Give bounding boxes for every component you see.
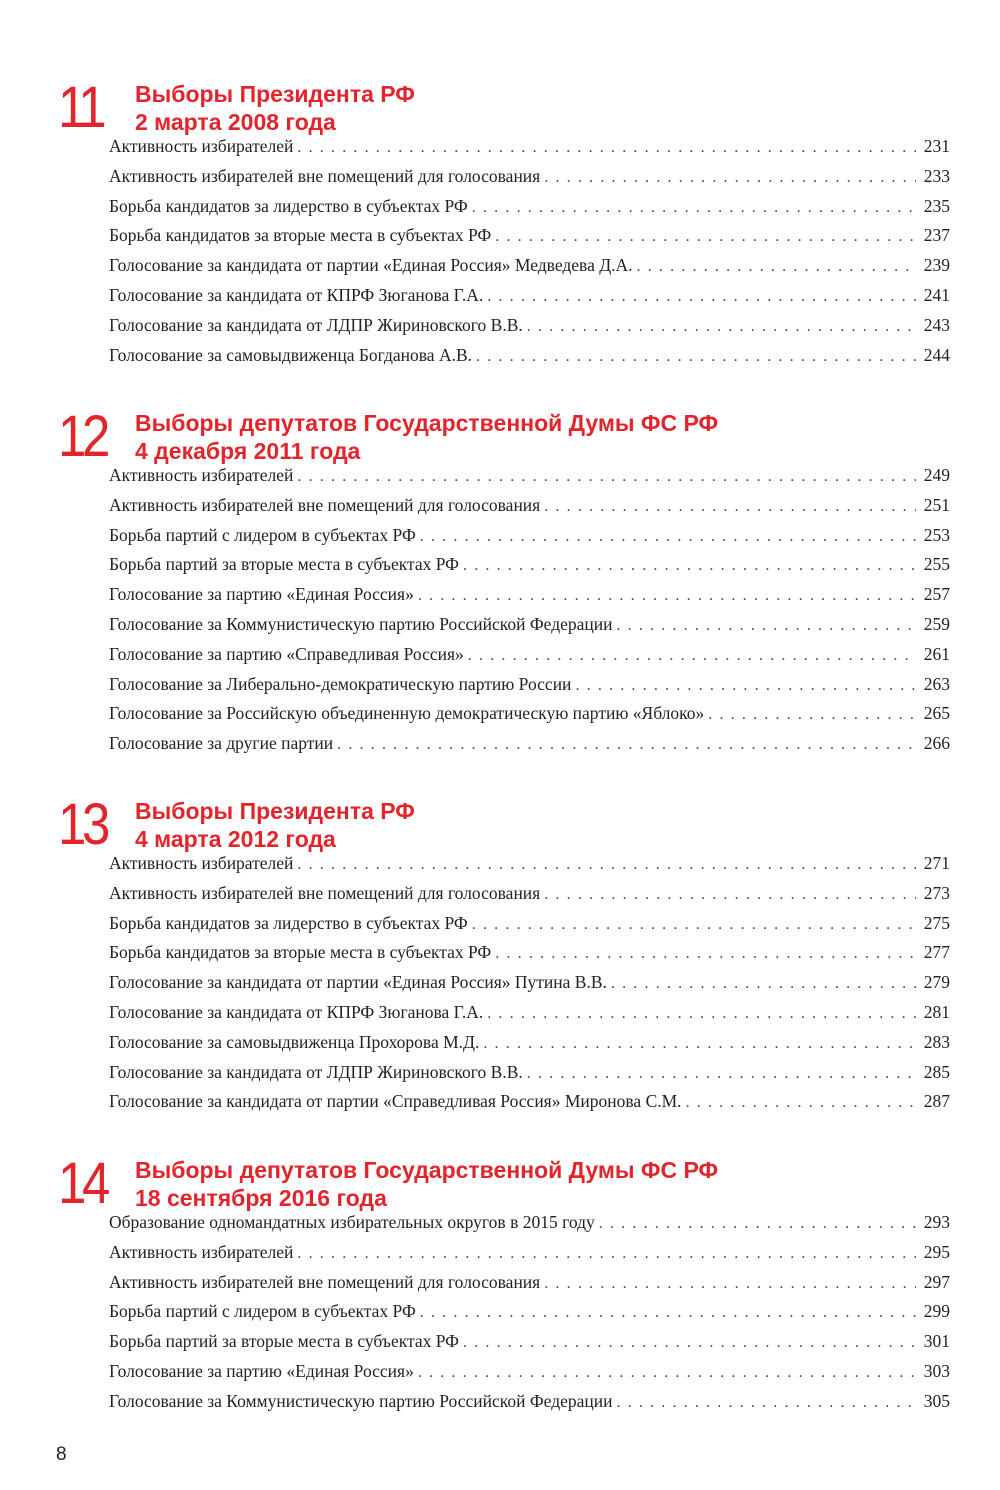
- toc-entry-label: Активность избирателей: [109, 853, 294, 873]
- toc-entry-label: Активность избирателей вне помещений для голосования: [109, 494, 541, 515]
- section-number: 14: [58, 1151, 106, 1216]
- toc-entry-label: Борьба партий за вторые места в субъектах РФ: [109, 554, 459, 575]
- toc-entry-page: 305: [923, 1390, 950, 1411]
- toc-entry-page: 303: [923, 1360, 950, 1381]
- toc-entry[interactable]: [109, 495, 950, 525]
- toc-entry[interactable]: [109, 1091, 950, 1121]
- section-date-line: 2 марта 2008 года: [135, 109, 336, 135]
- toc-entry-label: Голосование за кандидата от ЛДПР Жириновского В.В.: [109, 1061, 523, 1082]
- section-title: [135, 1156, 718, 1212]
- toc-entry-page: 293: [923, 1212, 950, 1232]
- toc-entry-label: Борьба партий с лидером в субъектах РФ: [109, 524, 416, 545]
- dot-leader: [297, 856, 916, 874]
- toc-entry[interactable]: [109, 136, 950, 166]
- dot-leader: [495, 945, 916, 963]
- toc-entry-label: Активность избирателей: [109, 1241, 294, 1262]
- section-title-line: Выборы Президента РФ: [135, 81, 415, 107]
- section-title: [135, 797, 415, 853]
- toc-entry-label: Голосование за самовыдвиженца Богданова А.В.: [109, 344, 473, 365]
- toc-entry[interactable]: [109, 465, 950, 495]
- section-date-line: 18 сентября 2016 года: [135, 1185, 387, 1211]
- toc-entry-label: Борьба партий с лидером в субъектах РФ: [109, 1301, 416, 1322]
- section-date-line: 4 декабря 2011 года: [135, 438, 361, 464]
- dot-leader: [472, 916, 916, 934]
- toc-entry[interactable]: [109, 1062, 950, 1092]
- toc-entry-label: Борьба кандидатов за лидерство в субъектах РФ: [109, 195, 468, 216]
- toc-section: [58, 1151, 950, 1421]
- toc-entry-label: Голосование за партию «Единая Россия»: [109, 584, 414, 605]
- dot-leader: [487, 1005, 916, 1023]
- toc-entry-label: Голосование за кандидата от партии «Единая Россия» Медведева Д.А.: [109, 255, 633, 276]
- toc-entry[interactable]: [109, 853, 950, 883]
- toc-entry-page: 281: [923, 1001, 950, 1022]
- toc-entry-page: 237: [923, 225, 950, 246]
- toc-entry-page: 299: [923, 1301, 950, 1322]
- dot-leader: [418, 1364, 916, 1382]
- toc-entry-page: 266: [923, 733, 950, 754]
- toc-entry-page: 244: [923, 344, 950, 365]
- toc-list: [109, 136, 950, 374]
- toc-entry-label: Активность избирателей вне помещений для голосования: [109, 1271, 541, 1292]
- toc-entry-label: Голосование за Российскую объединенную демократическую партию «Яблоко»: [109, 703, 705, 724]
- dot-leader: [297, 1245, 916, 1263]
- toc-entry-page: 301: [923, 1331, 950, 1352]
- dot-leader: [544, 498, 916, 516]
- toc-entry[interactable]: [109, 972, 950, 1002]
- toc-entry-page: 239: [923, 255, 950, 276]
- toc-entry-label: Голосование за кандидата от КПРФ Зюганова Г.А.: [109, 1001, 484, 1022]
- dot-leader: [337, 736, 916, 754]
- dot-leader: [527, 1065, 916, 1083]
- section-title: [135, 80, 415, 136]
- toc-entry-label: Голосование за кандидата от КПРФ Зюганова Г.А.: [109, 284, 484, 305]
- dot-leader: [599, 1215, 916, 1233]
- dot-leader: [544, 169, 916, 187]
- toc-entry-page: 231: [923, 136, 950, 156]
- toc-entry-label: Голосование за кандидата от партии «Справедливая Россия» Миронова С.М.: [109, 1091, 682, 1112]
- dot-leader: [468, 647, 916, 665]
- toc-entry[interactable]: [109, 614, 950, 644]
- dot-leader: [463, 1334, 916, 1352]
- toc-entry-page: 283: [923, 1031, 950, 1052]
- toc-entry-label: Активность избирателей вне помещений для голосования: [109, 165, 541, 186]
- dot-leader: [476, 348, 916, 366]
- toc-entry[interactable]: [109, 1301, 950, 1331]
- toc-entry-page: 251: [923, 494, 950, 515]
- dot-leader: [611, 975, 916, 993]
- toc-entry[interactable]: [109, 1212, 950, 1242]
- toc-entry[interactable]: [109, 913, 950, 943]
- toc-entry-label: Голосование за Коммунистическую партию Российской Федерации: [109, 1390, 613, 1411]
- dot-leader: [487, 288, 916, 306]
- toc-entry[interactable]: [109, 1331, 950, 1361]
- dot-leader: [544, 1275, 916, 1293]
- toc-entry[interactable]: [109, 1361, 950, 1391]
- toc-entry[interactable]: [109, 1032, 950, 1062]
- toc-entry-label: Активность избирателей: [109, 136, 294, 156]
- dot-leader: [708, 706, 916, 724]
- toc-entry-label: Голосование за другие партии: [109, 733, 334, 754]
- toc-entry-label: Борьба кандидатов за лидерство в субъектах РФ: [109, 912, 468, 933]
- toc-entry[interactable]: [109, 674, 950, 704]
- section-title: [135, 409, 718, 465]
- page-number: 8: [56, 1444, 67, 1465]
- toc-entry-label: Борьба партий за вторые места в субъектах РФ: [109, 1331, 459, 1352]
- toc-list: [109, 1212, 950, 1421]
- dot-leader: [418, 587, 916, 605]
- toc-entry[interactable]: [109, 644, 950, 674]
- dot-leader: [420, 1304, 916, 1322]
- toc-entry-label: Борьба кандидатов за вторые места в субъектах РФ: [109, 225, 492, 246]
- toc-entry[interactable]: [109, 1242, 950, 1272]
- dot-leader: [575, 677, 916, 695]
- toc-entry-page: 261: [923, 643, 950, 664]
- toc-entry-label: Образование одномандатных избирательных округов в 2015 году: [109, 1212, 595, 1232]
- toc-entry[interactable]: [109, 584, 950, 614]
- toc-entry-page: 287: [923, 1091, 950, 1112]
- toc-entry-label: Голосование за кандидата от партии «Единая Россия» Путина В.В.: [109, 972, 607, 993]
- dot-leader: [617, 617, 917, 635]
- toc-entry[interactable]: [109, 1391, 950, 1421]
- dot-leader: [637, 258, 916, 276]
- toc-entry[interactable]: [109, 255, 950, 285]
- toc-entry-page: 279: [923, 972, 950, 993]
- section-number: 12: [58, 404, 106, 469]
- toc-entry-page: 255: [923, 554, 950, 575]
- toc-entry-page: 249: [923, 465, 950, 485]
- toc-entry-label: Голосование за Коммунистическую партию Российской Федерации: [109, 613, 613, 634]
- toc-entry-label: Активность избирателей: [109, 465, 294, 485]
- toc-entry-page: 253: [923, 524, 950, 545]
- toc-entry[interactable]: [109, 733, 950, 763]
- dot-leader: [297, 468, 916, 486]
- toc-entry-page: 273: [923, 882, 950, 903]
- toc-entry[interactable]: [109, 1272, 950, 1302]
- section-date-line: 4 марта 2012 года: [135, 826, 336, 852]
- section-title-line: Выборы депутатов Государственной Думы ФС РФ: [135, 1157, 719, 1183]
- dot-leader: [617, 1394, 917, 1412]
- toc-entry[interactable]: [109, 225, 950, 255]
- toc-entry[interactable]: [109, 345, 950, 375]
- toc-entry-page: 265: [923, 703, 950, 724]
- toc-entry-page: 243: [923, 314, 950, 335]
- toc-entry[interactable]: [109, 525, 950, 555]
- toc-section: [58, 792, 950, 1121]
- toc-entry-label: Борьба кандидатов за вторые места в субъектах РФ: [109, 942, 492, 963]
- toc-entry-label: Активность избирателей вне помещений для голосования: [109, 882, 541, 903]
- toc-entry[interactable]: [109, 1002, 950, 1032]
- toc-entry[interactable]: [109, 942, 950, 972]
- toc-entry-page: 257: [923, 584, 950, 605]
- section-number: 13: [58, 792, 106, 857]
- dot-leader: [297, 139, 916, 157]
- toc-entry-page: 275: [923, 912, 950, 933]
- toc-entry-page: 277: [923, 942, 950, 963]
- toc-entry[interactable]: [109, 196, 950, 226]
- toc-entry[interactable]: [109, 883, 950, 913]
- toc-entry[interactable]: [109, 315, 950, 345]
- toc-entry[interactable]: [109, 166, 950, 196]
- dot-leader: [527, 318, 916, 336]
- dot-leader: [686, 1094, 916, 1112]
- section-title-line: Выборы депутатов Государственной Думы ФС РФ: [135, 410, 719, 436]
- toc-section: [58, 404, 950, 763]
- dot-leader: [463, 557, 916, 575]
- toc-entry-page: 295: [923, 1241, 950, 1262]
- toc-entry-page: 285: [923, 1061, 950, 1082]
- toc-entry-page: 235: [923, 195, 950, 216]
- section-title-line: Выборы Президента РФ: [135, 798, 415, 824]
- toc-entry-label: Голосование за самовыдвиженца Прохорова М.Д.: [109, 1031, 480, 1052]
- toc-list: [109, 853, 950, 1121]
- dot-leader: [420, 528, 916, 546]
- toc-entry-label: Голосование за кандидата от ЛДПР Жириновского В.В.: [109, 314, 523, 335]
- toc-entry[interactable]: [109, 703, 950, 733]
- toc-entry-page: 263: [923, 673, 950, 694]
- toc-entry-page: 271: [923, 853, 950, 873]
- toc-entry-label: Голосование за партию «Единая Россия»: [109, 1360, 414, 1381]
- toc-entry-page: 233: [923, 165, 950, 186]
- toc-entry-page: 259: [923, 613, 950, 634]
- dot-leader: [544, 886, 916, 904]
- toc-entry-page: 297: [923, 1271, 950, 1292]
- dot-leader: [495, 228, 916, 246]
- dot-leader: [483, 1035, 916, 1053]
- toc-entry-label: Голосование за партию «Справедливая Россия»: [109, 643, 464, 664]
- toc-entry[interactable]: [109, 554, 950, 584]
- toc-section: [58, 75, 950, 374]
- section-number: 11: [58, 75, 103, 140]
- toc-entry[interactable]: [109, 285, 950, 315]
- toc-list: [109, 465, 950, 763]
- dot-leader: [472, 199, 916, 217]
- toc-entry-label: Голосование за Либерально-демократическую партию России: [109, 673, 572, 694]
- toc-entry-page: 241: [923, 284, 950, 305]
